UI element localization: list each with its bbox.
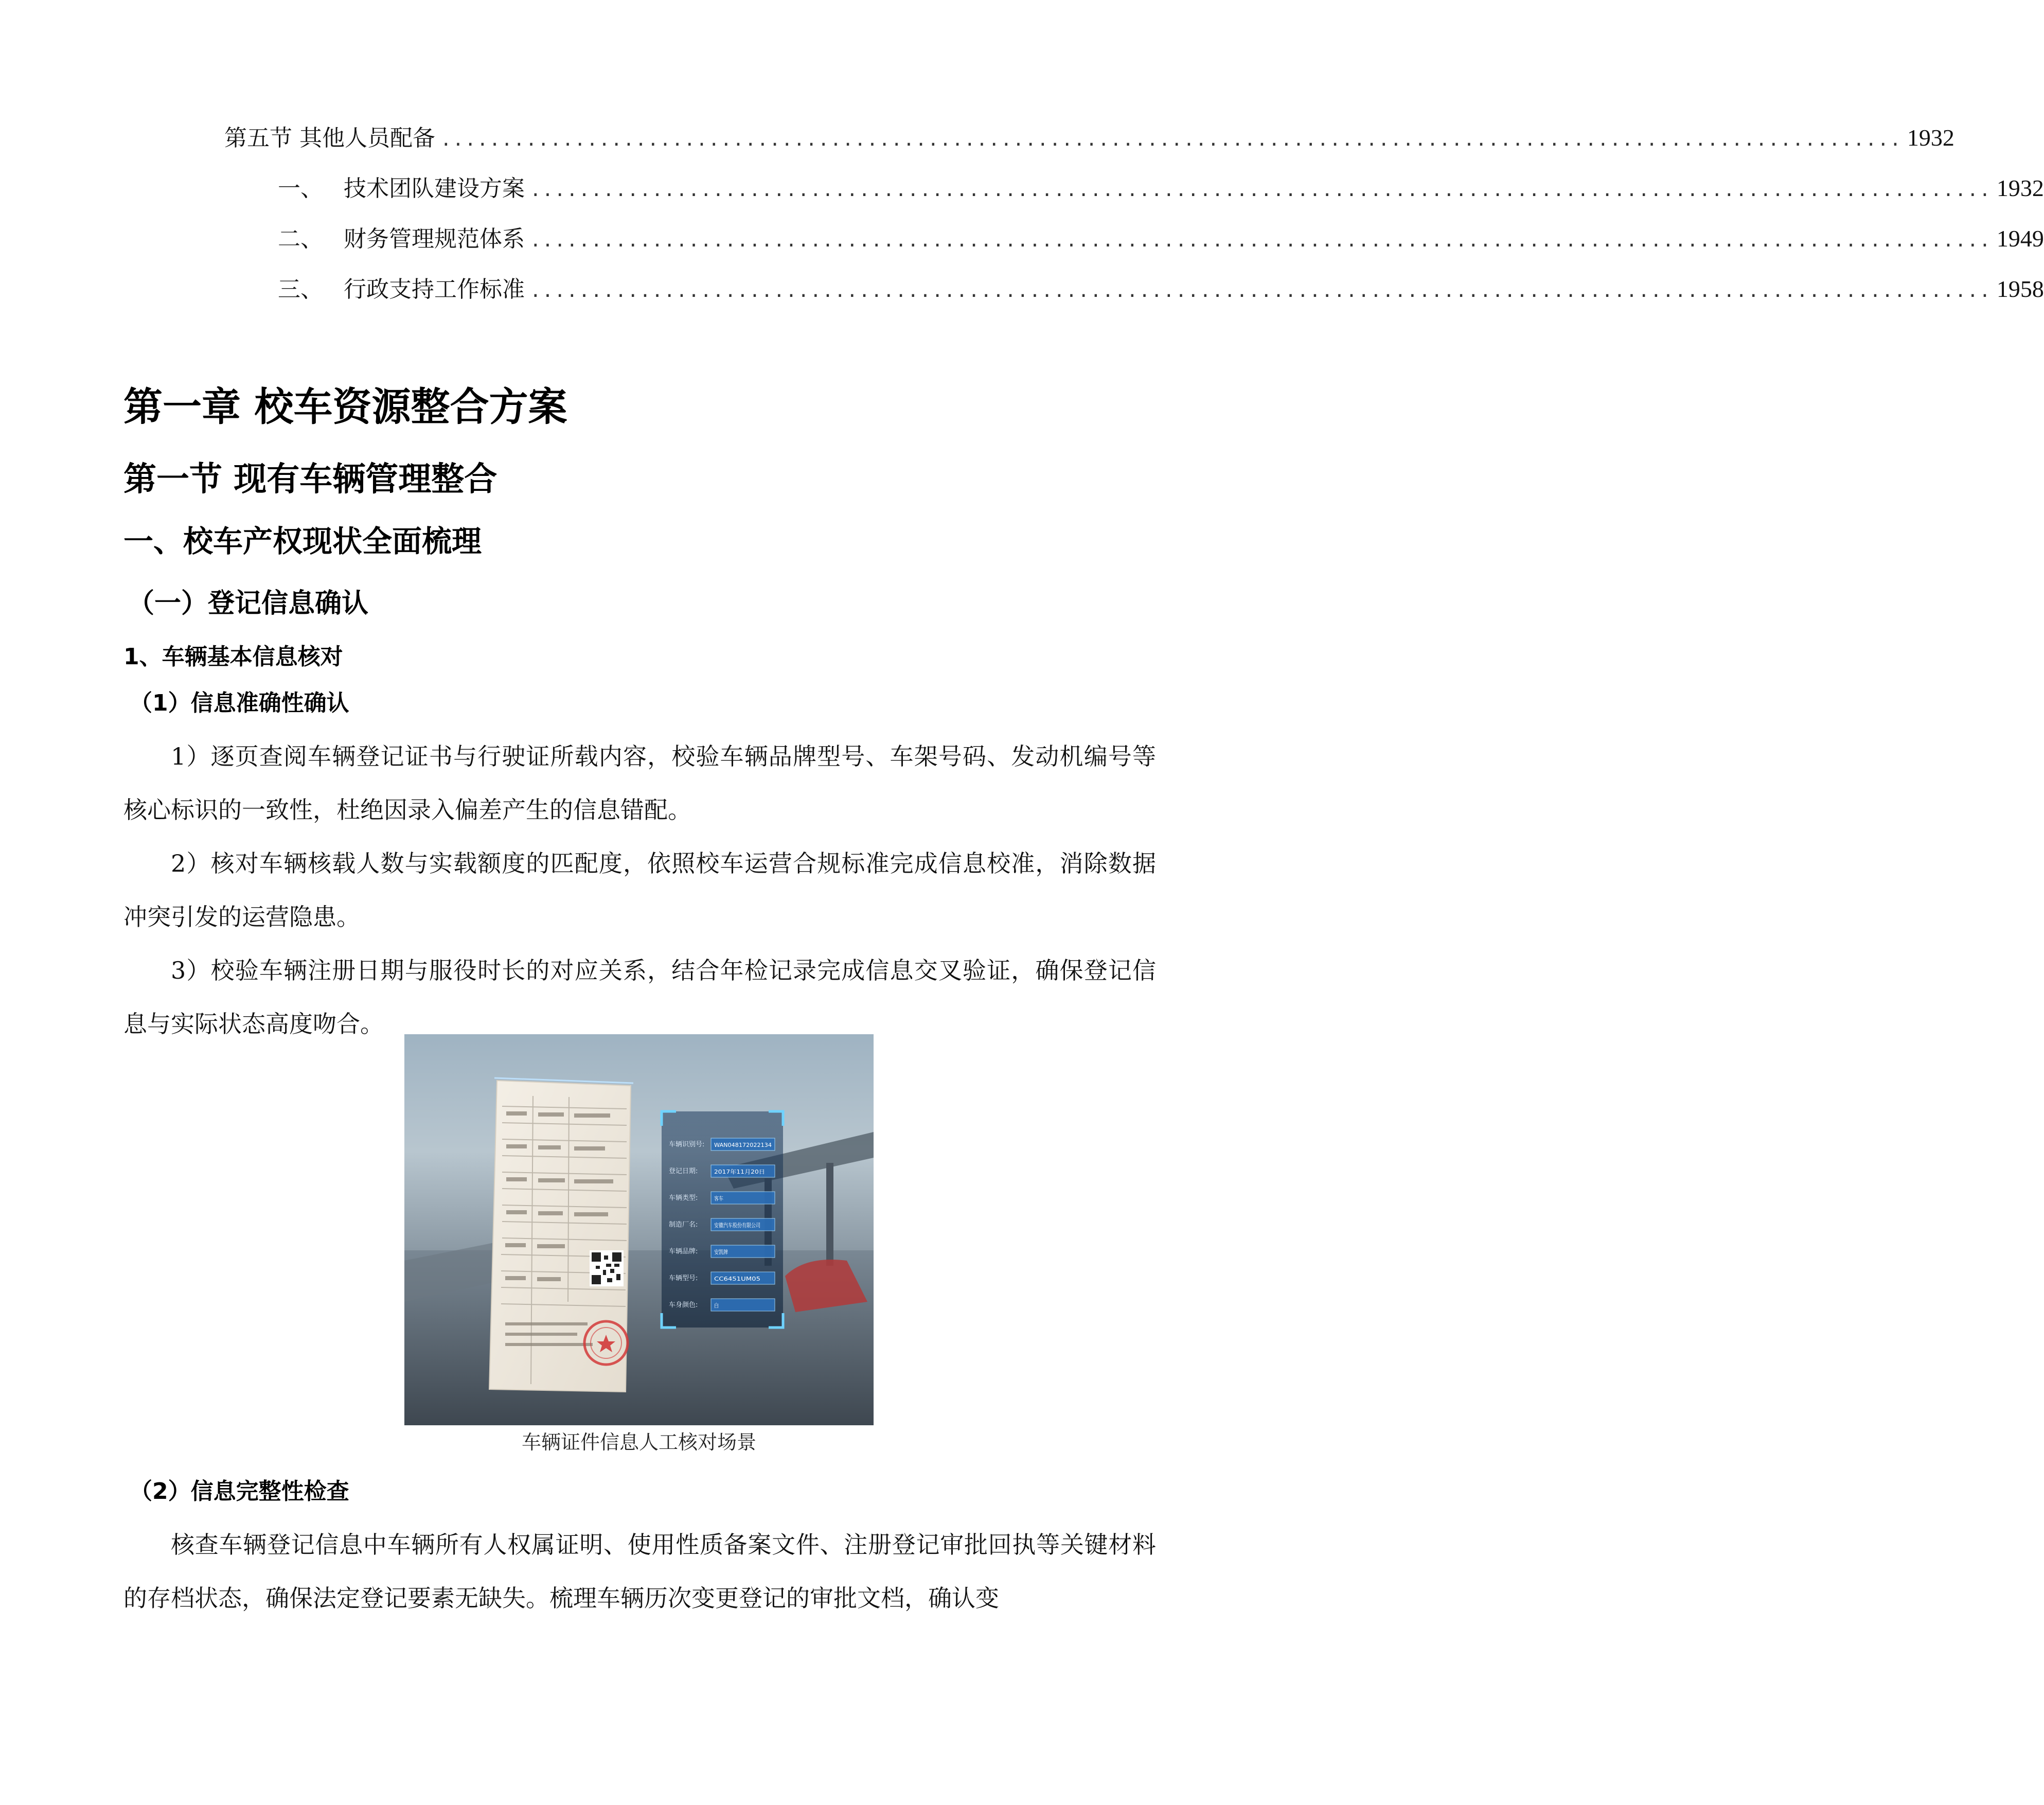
subitem-heading: （2）信息完整性检查 <box>130 1478 349 1505</box>
registration-certificate <box>489 1078 633 1392</box>
subsection-heading: 一、校车产权现状全面梳理 <box>123 524 482 559</box>
panel-field-value: 2017年11月20日 <box>714 1169 760 1175</box>
part-heading: （一）登记信息确认 <box>128 588 369 619</box>
toc-entry[interactable] <box>224 121 1954 154</box>
chapter-heading: 第一章 校车资源整合方案 <box>123 384 567 430</box>
official-stamp <box>584 1321 628 1365</box>
toc-leader-dots: ........................................................................................................................ <box>530 180 1992 201</box>
panel-field-value: CC6451UM05 <box>714 1276 760 1282</box>
toc-title: 第五节 其他人员配备 <box>224 125 435 151</box>
panel-field-label: 车辆类型: <box>669 1194 698 1202</box>
body-paragraph: 核查车辆登记信息中车辆所有人权属证明、使用性质备案文件、注册登记审批回执等关键材料的存档状态，确保法定登记要素无缺失。梳理车辆历次变更登记的审批文档，确认变 <box>123 1531 1156 1612</box>
toc-entry[interactable] <box>278 222 2044 255</box>
toc-page-number: 1958 <box>1996 276 2044 302</box>
figure-caption: 车辆证件信息人工核对场景 <box>521 1431 756 1454</box>
digital-info-panel <box>662 1111 783 1328</box>
toc-number: 一、 <box>278 175 323 202</box>
panel-field-value: 客车 <box>714 1195 725 1202</box>
toc-page-number: 1932 <box>1996 175 2044 201</box>
panel-field-label: 制造厂名: <box>669 1221 698 1229</box>
bridge-pillar <box>826 1163 833 1266</box>
section-heading: 第一节 现有车辆管理整合 <box>123 461 497 499</box>
panel-field-value: WAN048172022134 <box>714 1142 772 1148</box>
panel-field-value: 安徽汽车股份有限公司 <box>714 1222 771 1229</box>
vehicle-certificate-figure <box>404 1034 874 1425</box>
toc-entry[interactable] <box>278 273 2044 306</box>
body-paragraph: 2）核对车辆核载人数与实载额度的匹配度，依照校车运营合规标准完成信息校准，消除数据冲突引发的运营隐患。 <box>123 850 1156 931</box>
toc-leader-dots: ........................................................................................................................ <box>530 230 1992 251</box>
toc-number: 二、 <box>278 226 323 252</box>
toc-page-number: 1932 <box>1907 125 1954 151</box>
toc-title: 行政支持工作标准 <box>344 276 525 303</box>
panel-field-value: 白 <box>714 1302 719 1309</box>
body-paragraph: 3）校验车辆注册日期与服役时长的对应关系，结合年检记录完成信息交叉验证，确保登记信息与实际状态高度吻合。 <box>123 957 1156 1038</box>
toc-title: 技术团队建设方案 <box>344 175 525 202</box>
panel-field-label: 车辆品牌: <box>669 1248 698 1255</box>
figure-illustration <box>404 1034 874 1425</box>
panel-field-value: 安凯牌 <box>714 1249 731 1255</box>
panel-field-label: 车身颜色: <box>669 1301 698 1309</box>
item-heading: 1、车辆基本信息核对 <box>123 644 343 670</box>
panel-field-box <box>711 1299 775 1311</box>
toc-number: 三、 <box>278 276 323 303</box>
toc-leader-dots: ........................................................................................................................ <box>530 280 1992 302</box>
toc-title: 财务管理规范体系 <box>344 226 525 252</box>
toc-entry[interactable] <box>278 172 2044 205</box>
toc-leader-dots: ........................................................................................................................ <box>440 129 1902 150</box>
toc-page-number: 1949 <box>1996 225 2044 252</box>
panel-field-label: 车辆型号: <box>669 1275 698 1282</box>
qr-code <box>590 1250 624 1286</box>
subitem-heading: （1）信息准确性确认 <box>130 690 349 716</box>
panel-field-label: 车辆识别号: <box>669 1141 705 1148</box>
panel-field-label: 登记日期: <box>669 1167 698 1175</box>
body-paragraph: 1）逐页查阅车辆登记证书与行驶证所载内容，校验车辆品牌型号、车架号码、发动机编号等核心标识的一致性，杜绝因录入偏差产生的信息错配。 <box>123 742 1156 824</box>
